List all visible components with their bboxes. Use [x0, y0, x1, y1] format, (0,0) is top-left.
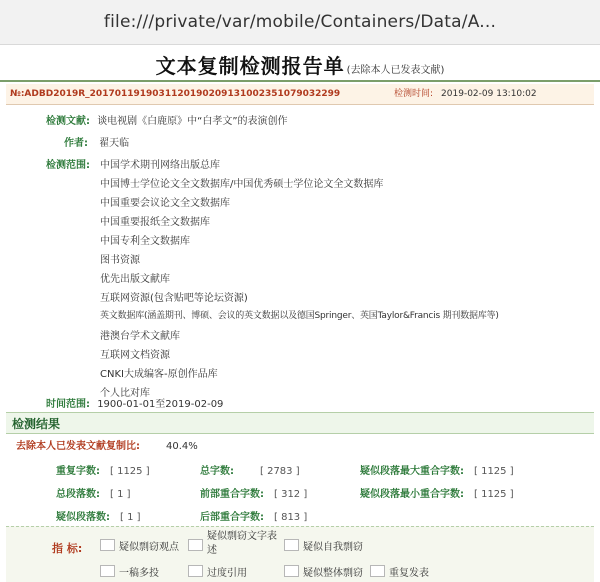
scope-item: 中国学术期刊网络出版总库	[100, 160, 220, 171]
url-text: file:///private/var/mobile/Containers/Data/A...	[103, 12, 497, 32]
detect-time-value: 2019-02-09 13:10:02	[441, 89, 537, 99]
legend-title: 指 标:	[52, 542, 83, 555]
legend-swatch	[188, 565, 203, 577]
stat-value: [ 1 ]	[110, 489, 131, 500]
doc-title: 谈电视剧《白鹿原》中“白孝文”的表演创作	[97, 116, 288, 127]
address-bar[interactable]	[0, 0, 600, 45]
legend-item-label: 疑似自我剽窃	[303, 542, 363, 553]
scope-item: 互联网文档资源	[100, 350, 170, 361]
scope-item: 图书资源	[100, 255, 140, 266]
stat-label: 总字数:	[200, 466, 234, 477]
range-value: 1900-01-01至2019-02-09	[97, 399, 224, 410]
legend-item	[188, 564, 247, 579]
scope-item: 中国专利全文数据库	[100, 236, 190, 247]
stat-value: [ 1 ]	[120, 512, 141, 523]
stat-value: [ 1125 ]	[474, 489, 514, 500]
stat-value: [ 1125 ]	[474, 466, 514, 477]
legend-item-label: 重复发表	[389, 568, 429, 579]
ratio-value: 40.4%	[166, 441, 198, 452]
author-label: 作者:	[64, 138, 88, 149]
legend-swatch	[370, 565, 385, 577]
title-divider	[0, 80, 600, 82]
legend-swatch	[284, 539, 299, 551]
legend-item	[370, 564, 429, 579]
stat-label: 疑似段落数:	[56, 512, 110, 523]
range-row	[46, 395, 223, 410]
legend-item-label: 一稿多投	[119, 568, 159, 579]
stat-suspect-paras	[56, 508, 141, 523]
scope-item: 中国重要会议论文全文数据库	[100, 198, 230, 209]
legend-swatch	[188, 539, 203, 551]
legend-item	[284, 564, 363, 579]
stat-paragraphs	[56, 485, 131, 500]
stat-value: [ 2783 ]	[260, 466, 300, 477]
author-row	[64, 134, 129, 149]
scope-item: 个人比对库	[100, 388, 150, 399]
legend-item-label: 疑似剽窃文字表述	[207, 531, 277, 556]
stat-label: 后部重合字数:	[200, 512, 264, 523]
legend-item-label: 疑似整体剽窃	[303, 568, 363, 579]
report-number-row	[6, 84, 594, 105]
legend-swatch	[284, 565, 299, 577]
doc-label: 检测文献:	[46, 116, 90, 127]
legend-item-label: 疑似剽窃观点	[119, 542, 179, 553]
scope-item: 中国博士学位论文全文数据库/中国优秀硕士学位论文全文数据库	[100, 179, 384, 190]
results-heading: 检测结果	[6, 412, 594, 434]
stat-dup-chars	[56, 462, 150, 477]
doc-row	[46, 112, 288, 127]
report-number: №:ADBD2019R_2017011919031120190209131002351079032299	[10, 89, 341, 99]
legend-item-label: 过度引用	[207, 568, 247, 579]
scope-item: 港澳台学术文献库	[100, 331, 180, 342]
report-title-note: (去除本人已发表文献)	[346, 65, 445, 76]
detect-time-label: 检测时间:	[394, 89, 434, 99]
scope-item: 中国重要报纸全文数据库	[100, 217, 210, 228]
legend-item	[188, 530, 278, 558]
stat-value: [ 1125 ]	[110, 466, 150, 477]
scope-item: 互联网资源(包含贴吧等论坛资源)	[100, 293, 248, 304]
stat-label: 疑似段落最大重合字数:	[360, 466, 464, 477]
legend-swatch	[100, 565, 115, 577]
scope-item: CNKI大成编客-原创作品库	[100, 369, 218, 380]
range-label: 时间范围:	[46, 399, 90, 410]
legend-swatch	[100, 539, 115, 551]
ratio-label: 去除本人已发表文献复制比:	[16, 441, 140, 452]
stat-value: [ 312 ]	[274, 489, 308, 500]
stat-label: 疑似段落最小重合字数:	[360, 489, 464, 500]
detect-time	[394, 84, 537, 104]
report-title-row	[0, 50, 600, 80]
stat-back-overlap	[200, 508, 307, 523]
stat-label: 总段落数:	[56, 489, 100, 500]
scope-label: 检测范围:	[46, 160, 90, 171]
scope-label-wrap	[46, 156, 90, 171]
report-title: 文本复制检测报告单	[155, 54, 345, 78]
stat-min-overlap	[360, 485, 514, 500]
stat-value: [ 813 ]	[274, 512, 308, 523]
legend-item	[100, 564, 159, 579]
scope-item: 英文数据库(涵盖期刊、博硕、会议的英文数据以及德国Springer、英国Taylor&Francis 期刊数据库等)	[100, 311, 499, 321]
stat-total-chars	[200, 462, 300, 477]
stat-front-overlap	[200, 485, 307, 500]
legend-item	[284, 538, 363, 553]
stat-label: 重复字数:	[56, 466, 100, 477]
scope-item: 优先出版文献库	[100, 274, 170, 285]
stat-max-overlap	[360, 462, 514, 477]
ratio-row	[16, 437, 198, 452]
stat-label: 前部重合字数:	[200, 489, 264, 500]
author-name: 翟天临	[99, 138, 130, 149]
legend-item	[100, 538, 179, 553]
